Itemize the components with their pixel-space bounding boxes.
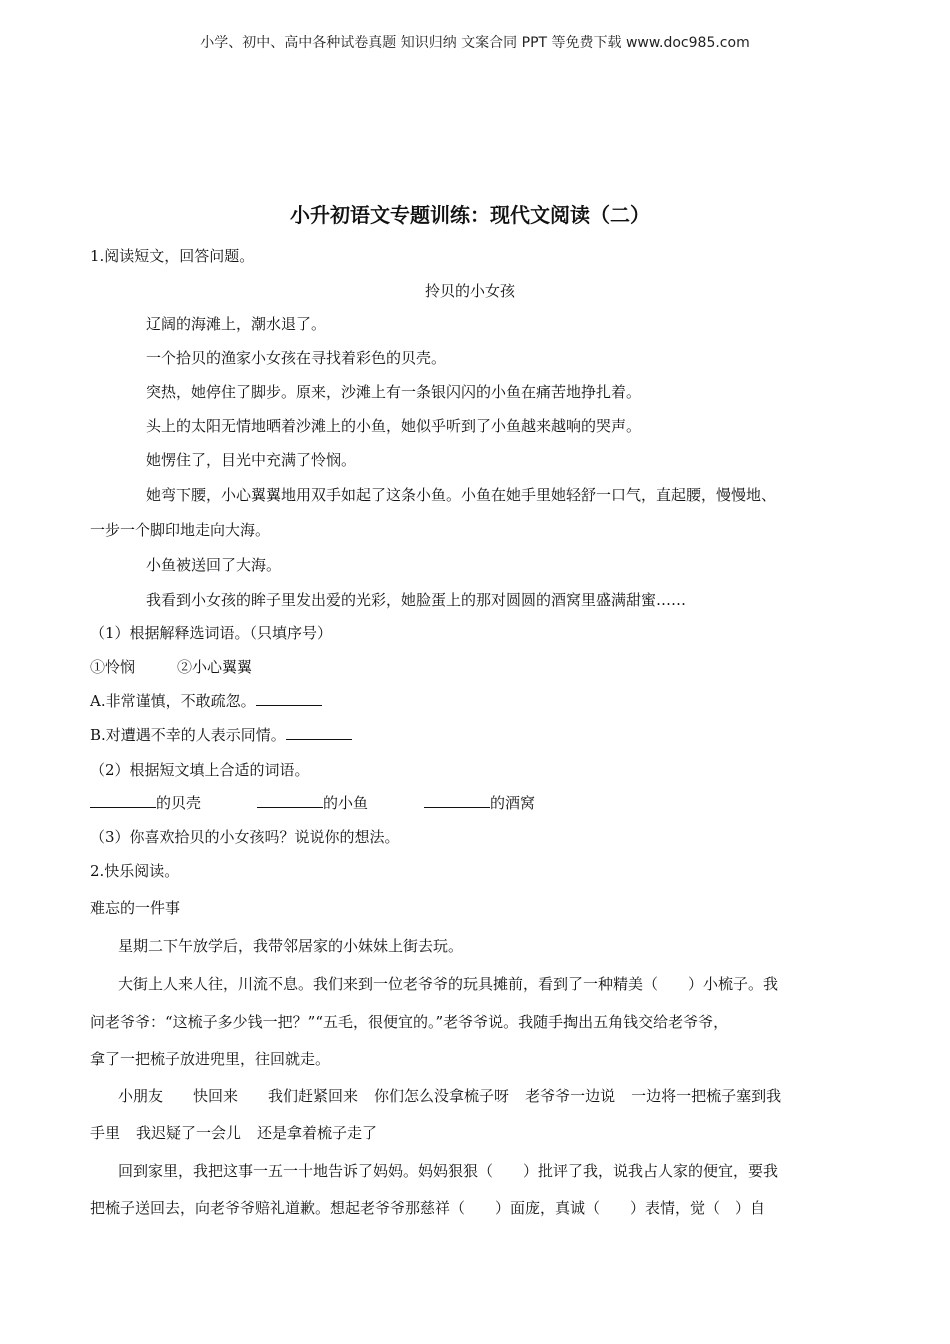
story-paragraph: 星期二下午放学后，我带邻居家的小妹妹上街去玩。 — [118, 937, 464, 955]
fill-label: 的酒窝 — [490, 794, 536, 812]
story-paragraph: 回到家里，我把这事一五一十地告诉了妈妈。妈妈狠狠（ ）批评了我，说我占人家的便宜，要我 — [118, 1162, 779, 1180]
story-paragraph-continued: 问老爷爷：“这梳子多少钱一把？”“五毛，很便宜的。”老爷爷说。我随手掏出五角钱交给老爷爷， — [90, 1013, 729, 1031]
exercise-fragment: 你们怎么没拿梳子呀 — [374, 1087, 510, 1105]
passage-paragraph: 小鱼被送回了大海。 — [146, 556, 282, 574]
answer-blank[interactable] — [424, 793, 490, 808]
page-header: 小学、初中、高中各种试卷真题 知识归纳 文案合同 PPT 等免费下载 www.doc985.com — [200, 35, 750, 51]
exercise-fragment: 还是拿着梳子走了 — [257, 1124, 378, 1142]
q1-sub3: （3）你喜欢拾贝的小女孩吗？说说你的想法。 — [90, 828, 400, 846]
option-2: ②小心翼翼 — [177, 658, 253, 676]
q1-sub1: （1）根据解释选词语。（只填序号） — [90, 624, 333, 642]
answer-blank[interactable] — [257, 793, 323, 808]
exercise-fragment: 手里 — [90, 1124, 121, 1142]
exercise-fragment: 我们赶紧回来 — [268, 1087, 359, 1105]
exercise-fragment: 小朋友 — [118, 1087, 164, 1105]
punctuation-exercise-line — [90, 1123, 377, 1143]
answer-blank[interactable] — [256, 691, 322, 706]
passage-paragraph: 头上的太阳无情地晒着沙滩上的小鱼，她似乎听到了小鱼越来越响的哭声。 — [146, 417, 642, 435]
passage-paragraph: 我看到小女孩的眸子里发出爱的光彩，她脸蛋上的那对圆圆的酒窝里盛满甜蜜…… — [146, 591, 687, 609]
story-paragraph-continued: 拿了一把梳子放进兜里，往回就走。 — [90, 1050, 331, 1068]
story-paragraph-continued: 把梳子送回去，向老爷爷赔礼道歉。想起老爷爷那慈祥（ ）面庞，真诚（ ）表情，觉（ ）自 — [90, 1199, 766, 1217]
q1-instruction: 1.阅读短文，回答问题。 — [90, 247, 255, 265]
exercise-fragment: 一边将一把梳子塞到我 — [631, 1087, 782, 1105]
word-options — [90, 657, 252, 677]
page-title: 小升初语文专题训练：现代文阅读（二） — [290, 203, 650, 227]
q1-sub2: （2）根据短文填上合适的词语。 — [90, 761, 310, 779]
q1-line-a — [90, 691, 322, 711]
passage-paragraph: 她愣住了，目光中充满了怜悯。 — [146, 451, 357, 469]
passage-paragraph: 她弯下腰，小心翼翼地用双手如起了这条小鱼。小鱼在她手里她轻舒一口气，直起腰，慢慢地、 — [146, 486, 777, 504]
passage-title: 拎贝的小女孩 — [424, 282, 515, 300]
passage-paragraph: 辽阔的海滩上，潮水退了。 — [146, 315, 327, 333]
passage-paragraph-continued: 一步一个脚印地走向大海。 — [90, 521, 271, 539]
story-title: 难忘的一件事 — [90, 899, 181, 917]
fill-label: 的贝壳 — [156, 794, 202, 812]
option-1: ①怜悯 — [90, 658, 136, 676]
q2-instruction: 2.快乐阅读。 — [90, 862, 180, 880]
story-paragraph: 大街上人来人往，川流不息。我们来到一位老爷爷的玩具摊前，看到了一种精美（ ）小梳子。我 — [118, 975, 779, 993]
passage-paragraph: 一个拾贝的渔家小女孩在寻找着彩色的贝壳。 — [146, 349, 447, 367]
exercise-fragment: 我迟疑了一会儿 — [136, 1124, 242, 1142]
exercise-fragment: 快回来 — [193, 1087, 239, 1105]
line-a-text: A.非常谨慎，不敢疏忽。 — [90, 692, 256, 710]
fill-in-row — [90, 793, 535, 813]
fill-label: 的小鱼 — [323, 794, 369, 812]
exercise-fragment: 老爷爷一边说 — [525, 1087, 616, 1105]
punctuation-exercise-line — [118, 1086, 781, 1106]
answer-blank[interactable] — [286, 725, 352, 740]
answer-blank[interactable] — [90, 793, 156, 808]
q1-line-b — [90, 725, 352, 745]
passage-paragraph: 突热，她停住了脚步。原来，沙滩上有一条银闪闪的小鱼在痛苦地挣扎着。 — [146, 383, 642, 401]
line-b-text: B.对遭遇不幸的人表示同情。 — [90, 726, 286, 744]
